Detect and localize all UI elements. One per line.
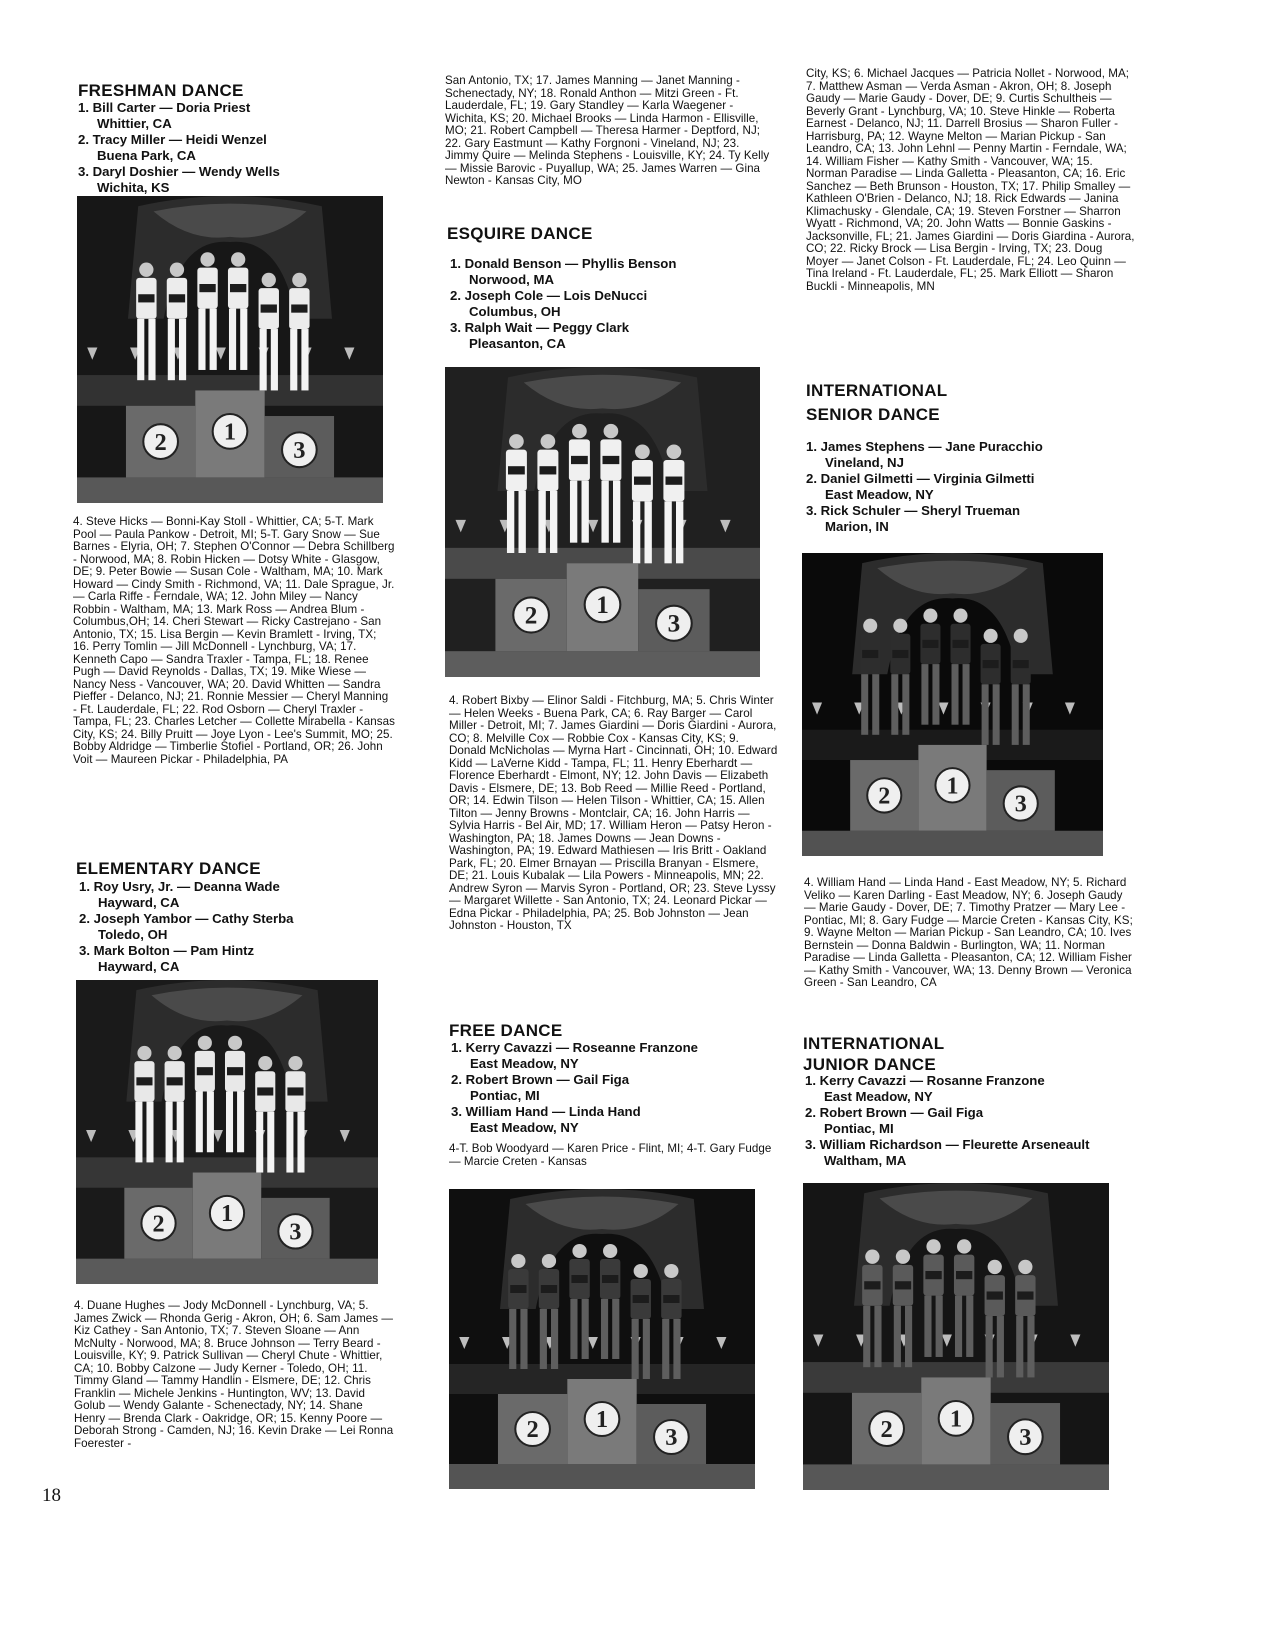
skater-leg bbox=[198, 309, 205, 370]
placing-location: East Meadow, NY bbox=[825, 487, 934, 502]
skater-leg bbox=[538, 491, 545, 553]
photo-illustration bbox=[802, 553, 1103, 856]
intl-senior-podium-photo bbox=[802, 553, 1103, 856]
skater-leg bbox=[168, 319, 175, 380]
skater-leg bbox=[229, 309, 236, 370]
elementary-placings bbox=[79, 879, 379, 975]
skater-head bbox=[541, 434, 556, 448]
skater-leg bbox=[520, 1309, 527, 1369]
intl-junior-podium-photo bbox=[803, 1183, 1109, 1490]
skater-leg bbox=[267, 1112, 274, 1173]
placing-pair: 3. William Richardson — Fleurette Arseneault bbox=[805, 1137, 1090, 1152]
placing-location: Hayward, CA bbox=[98, 895, 180, 910]
skater-head bbox=[228, 1036, 242, 1050]
rink-floor bbox=[803, 1464, 1109, 1490]
skater-leg bbox=[905, 1306, 912, 1367]
trophy-plaque bbox=[167, 1077, 183, 1085]
placing-3 bbox=[451, 1104, 761, 1136]
trophy-plaque bbox=[1017, 1291, 1033, 1299]
skater-leg bbox=[902, 674, 909, 735]
skater-leg bbox=[645, 501, 652, 563]
placing-pair: 1. Roy Usry, Jr. — Deanna Wade bbox=[79, 879, 280, 894]
free-results-continued: City, KS; 6. Michael Jacques — Patricia Nollet - Norwood, MA; 7. Matthew Asman — Verda Asman - Akron, OH; 8. Joseph Gaudy — Marie Gaudy - Dover, DE; 9. Curtis Schultheis — Beverly Grant - Lynchburg, VA; 10. Steve Hinkle — Roberta Earnest - Delanco, NJ; 11. Darrell Brosius — Sharon Fuller - Harrisburg, PA; 12. Wayne Melton — Marian Pickup - San Leandro, CA; 13. John Lehnl — Penny Martin - Ferndale, WA; 14. William Fisher — Kathy Smith - Vancouver, WA; 15. Norman Paradise — Linda Galletta - Pleasanton, CA; 16. Eric Sanchez — Beth Brunson - Houston, TX; 17. Philip Smalley — Kathleen O'Brien - Delanco, NJ; 18. Rick Edwards — Janina Klimachusky - Glendale, CA; 19. Steven Forstner — Sharron Wyatt - Richmond, VA; 20. John Watts — Bonnie Gaskins - Jacksonville, FL; 21. James Giardini — Doris Giardina - Aurora, CO; 22. Ricky Brock — Lisa Bergin - Irving, TX; 23. Doug Moyer — Janet Colson - Ft. Lauderdale, FL; 24. Leo Quinn — Tina Ireland - Ft. Lauderdale, FL; 25. Mark Elliott — Sharon Buckli - Minneapolis, MN bbox=[806, 67, 1135, 293]
skater-leg bbox=[179, 319, 186, 380]
trophy-plaque bbox=[862, 650, 878, 658]
placing-1 bbox=[78, 100, 378, 132]
placing-3 bbox=[78, 164, 378, 196]
placing-pair: 2. Robert Brown — Gail Figa bbox=[805, 1105, 984, 1120]
freshman-placings bbox=[78, 100, 378, 196]
placing-3 bbox=[450, 320, 760, 352]
trophy-plaque bbox=[508, 466, 525, 474]
placing-2 bbox=[806, 471, 1126, 503]
skater-head bbox=[893, 619, 907, 633]
placing-location: Vineland, NJ bbox=[825, 455, 904, 470]
podium-place-number: 1 bbox=[946, 772, 959, 800]
placing-location: Buena Park, CA bbox=[97, 148, 196, 163]
freshman-results: 4. Steve Hicks — Bonni-Kay Stoll - Whittier, CA; 5-T. Mark Pool — Paula Pankow - Detroit, MI; 5-T. Gary Snow — Sue Barnes - Elyria, OH; 7. Stephen O'Connor — Debra Schillberg - Norwood, MA; 8. Robin Hicken — Dotsy White - Glasgow, DE; 9. Peter Bowie — Susan Cole - Waltham, MA; 10. Mark Howard — Cindy Smith - Richmond, VA; 11. Dale Sprague, Jr. — Carla Riffe - Ferndale, WA; 12. John Miley — Nancy Robbin - Waltham, MA; 13. Mark Ross — Andrea Blum - Columbus,OH; 14. Cheri Stewart — Ricky Castrejano - San Antonio, TX; 15. Lisa Bergin — Kevin Bramlett - Irving, TX; 16. Perry Tomlin — Jill McDonnell - Lynchburg, VA; 17. Kenneth Capo — Sandra Traxler - Tampa, FL; 18. Renee Pugh — David Reynolds - Dallas, TX; 19. Mike Wiese — Nancy Ness - Vancouver, WA; 20. David Whitten — Sandra Pieffer - Delanco, NJ; 21. Ronnie Messier — Cheryl Manning - Ft. Lauderdale, FL; 22. Rod Osborn — Cheryl Traxler - Tampa, FL; 23. Charles Letcher — Collette Mirabella - Kansas City, KS; 24. Billy Pruitt — Joye Lyon - Lee's Summit, MO; 25. Bobby Aldridge — Timberlie Stofiel - Portland, OR; 26. John Voit — Maureen Pickar - Philadelphia, PA bbox=[73, 515, 395, 766]
skater-leg bbox=[955, 1296, 962, 1357]
skater-leg bbox=[921, 664, 928, 725]
free-results: 4-T. Bob Woodyard — Karen Price - Flint, MI; 4-T. Gary Fudge — Marcie Creten - Kansas bbox=[449, 1142, 772, 1168]
photo-illustration bbox=[449, 1189, 755, 1489]
skater-head bbox=[137, 1046, 151, 1060]
placing-location: Toledo, OH bbox=[98, 927, 168, 942]
placing-location: Pontiac, MI bbox=[824, 1121, 894, 1136]
skater-leg bbox=[286, 1112, 293, 1173]
skater-leg bbox=[612, 1299, 619, 1359]
skater-leg bbox=[226, 1091, 233, 1152]
placing-3 bbox=[805, 1137, 1135, 1169]
placing-location: Whittier, CA bbox=[97, 116, 172, 131]
skater-head bbox=[139, 263, 153, 277]
skater-leg bbox=[507, 491, 514, 553]
placing-1 bbox=[806, 439, 1126, 471]
skater-leg bbox=[297, 1112, 304, 1173]
photo-illustration bbox=[77, 196, 383, 503]
trophy-plaque bbox=[138, 294, 154, 302]
skater-leg bbox=[260, 329, 267, 390]
podium-place-number: 3 bbox=[667, 610, 681, 638]
skater-leg bbox=[256, 1112, 263, 1173]
podium-place-number: 2 bbox=[154, 428, 167, 456]
skater-leg bbox=[137, 319, 144, 380]
skater-head bbox=[168, 1046, 182, 1060]
trophy-plaque bbox=[983, 660, 999, 668]
podium-place-number: 1 bbox=[596, 592, 609, 619]
placing-2 bbox=[79, 911, 379, 943]
skater-head bbox=[262, 273, 276, 287]
placing-2 bbox=[805, 1105, 1135, 1137]
elementary-podium-photo bbox=[76, 980, 378, 1284]
trophy-plaque bbox=[136, 1077, 152, 1085]
trophy-plaque bbox=[922, 640, 938, 648]
intl-junior-heading-line1: INTERNATIONAL bbox=[803, 1034, 945, 1053]
esquire-placings bbox=[450, 256, 760, 352]
skater-head bbox=[511, 1254, 525, 1268]
skater-leg bbox=[664, 501, 671, 563]
podium-place-number: 3 bbox=[293, 436, 306, 464]
podium-place-number: 2 bbox=[526, 1416, 539, 1443]
placing-pair: 2. Daniel Gilmetti — Virginia Gilmetti bbox=[806, 471, 1035, 486]
skater-leg bbox=[570, 1299, 577, 1359]
podium-place-number: 1 bbox=[220, 1200, 234, 1228]
skater-leg bbox=[601, 481, 608, 543]
trophy-plaque bbox=[663, 1295, 679, 1303]
placing-location: Columbus, OH bbox=[469, 304, 561, 319]
skater-leg bbox=[632, 1319, 639, 1379]
skater-leg bbox=[301, 329, 308, 390]
trophy-plaque bbox=[571, 456, 588, 464]
skater-leg bbox=[540, 1309, 547, 1369]
podium-place-number: 2 bbox=[524, 602, 538, 630]
skater-leg bbox=[662, 1319, 669, 1379]
rink-floor bbox=[449, 1464, 755, 1489]
trophy-plaque bbox=[571, 1275, 587, 1283]
skater-leg bbox=[643, 1319, 650, 1379]
placing-location: Hayward, CA bbox=[98, 959, 180, 974]
intl-junior-heading-line2: JUNIOR DANCE bbox=[803, 1055, 937, 1074]
intl-senior-placings bbox=[806, 439, 1126, 535]
skater-head bbox=[572, 1244, 586, 1258]
skater-head bbox=[231, 252, 245, 266]
placing-1 bbox=[450, 256, 760, 288]
skater-head bbox=[258, 1056, 272, 1070]
skater-head bbox=[664, 1264, 678, 1278]
rink-floor bbox=[77, 477, 383, 503]
freshman-dance-heading: FRESHMAN DANCE bbox=[78, 81, 244, 100]
esquire-dance-heading: ESQUIRE DANCE bbox=[447, 224, 593, 243]
photo-illustration bbox=[445, 367, 760, 677]
placing-pair: 3. Mark Bolton — Pam Hintz bbox=[79, 943, 255, 958]
skater-leg bbox=[1023, 684, 1030, 745]
photo-illustration bbox=[76, 980, 378, 1284]
freshman-podium-photo bbox=[77, 196, 383, 503]
placing-pair: 2. Joseph Cole — Lois DeNucci bbox=[450, 288, 648, 303]
skater-head bbox=[509, 434, 524, 448]
skater-leg bbox=[196, 1091, 203, 1152]
skater-leg bbox=[237, 1091, 244, 1152]
skater-leg bbox=[673, 1319, 680, 1379]
skater-head bbox=[667, 445, 682, 459]
skater-leg bbox=[891, 674, 898, 735]
rink-floor bbox=[76, 1259, 378, 1284]
podium-place-number: 3 bbox=[289, 1218, 302, 1246]
placing-location: Pleasanton, CA bbox=[469, 336, 566, 351]
podium-place-number: 2 bbox=[152, 1210, 165, 1238]
trophy-plaque bbox=[602, 1275, 618, 1283]
placing-location: East Meadow, NY bbox=[470, 1056, 579, 1071]
rink-floor bbox=[802, 831, 1103, 856]
skater-head bbox=[200, 252, 214, 266]
skater-leg bbox=[966, 1296, 973, 1357]
trophy-plaque bbox=[257, 1087, 273, 1095]
trophy-plaque bbox=[953, 640, 969, 648]
placing-3 bbox=[806, 503, 1126, 535]
skater-leg bbox=[290, 329, 297, 390]
trophy-plaque bbox=[510, 1285, 526, 1293]
podium-place-number: 1 bbox=[595, 1406, 609, 1433]
skater-head bbox=[542, 1254, 556, 1268]
skater-leg bbox=[570, 481, 577, 543]
trophy-plaque bbox=[287, 1087, 303, 1095]
placing-location: Wichita, KS bbox=[97, 180, 170, 195]
placing-3 bbox=[79, 943, 379, 975]
trophy-plaque bbox=[987, 1291, 1003, 1299]
free-dance-heading: FREE DANCE bbox=[449, 1021, 563, 1040]
placing-pair: 2. Joseph Yambor — Cathy Sterba bbox=[79, 911, 294, 926]
trophy-plaque bbox=[892, 650, 908, 658]
skater-leg bbox=[986, 1316, 993, 1377]
placing-pair: 3. Rick Schuler — Sheryl Trueman bbox=[806, 503, 1021, 518]
skater-leg bbox=[982, 684, 989, 745]
skater-leg bbox=[993, 684, 1000, 745]
trophy-plaque bbox=[199, 284, 215, 292]
skater-leg bbox=[932, 664, 939, 725]
placing-location: Marion, IN bbox=[825, 519, 889, 534]
placing-1 bbox=[79, 879, 379, 911]
skater-head bbox=[635, 445, 650, 459]
skater-leg bbox=[582, 481, 589, 543]
trophy-plaque bbox=[541, 1285, 557, 1293]
skater-head bbox=[984, 629, 998, 643]
skater-head bbox=[954, 609, 968, 623]
elementary-dance-heading: ELEMENTARY DANCE bbox=[76, 859, 261, 878]
skater-leg bbox=[551, 1309, 558, 1369]
elementary-results-continued: San Antonio, TX; 17. James Manning — Janet Manning - Schenectady, NY; 18. Ronald Anthon — Mitzi Green - Ft. Lauderdale, FL; 19. Gary Standley — Karla Waegener - Wichita, KS; 20. Michael Brooks — Linda Harmon - Ellisville, MO; 21. Robert Campbell — Theresa Harmer - Deptford, NJ; 22. Gary Eastmunt — Kathy Forgnoni - Vineland, NJ; 23. Jimmy Quire — Melinda Stephens - Louisville, KY; 24. Ty Kelly — Missie Barovic - Puyallup, WA; 25. James Warren — Gina Newton - Kansas City, MO bbox=[445, 74, 770, 187]
placing-pair: 3. Ralph Wait — Peggy Clark bbox=[450, 320, 630, 335]
skater-leg bbox=[676, 501, 683, 563]
esquire-results: 4. Robert Bixby — Elinor Saldi - Fitchburg, MA; 5. Chris Winter — Helen Weeks - Buena Park, CA; 6. Ray Barger — Carol Miller - Detroit, MI; 7. James Giardini — Doris Giardini - Aurora, CO; 8. Melville Cox — Robbie Cox - Kansas City, KS; 9. Donald McNicholas — Myrna Hart - Cincinnati, OH; 10. Edward Kidd — LaVerne Kidd - Tampa, FL; 11. Henry Eberhardt — Florence Eberhardt - Elmont, NY; 12. John Davis — Elizabeth Davis - Elsmere, DE; 13. Bob Reed — Millie Reed - Portland, OR; 14. Edwin Tilson — Helen Tilson - Whittier, CA; 15. Allen Tilton — Jenny Browns - Montclair, CA; 16. John Harris — Sylvia Harris - Bel Air, MD; 17. William Heron — Patsy Heron - Washington, PA; 18. James Downs — Jean Downs - Washington, PA; 19. Edward Mathiesen — Iris Britt - Oakland Park, FL; 20. Elmer Brnayan — Priscilla Branyan - Elsmere, DE; 21. Louis Kubalak — Lila Powers - Minneapolis, MN; 22. Andrew Syron — Marvis Syron - Portland, OR; 23. Steve Lyssy — Margaret Willette - San Antonio, TX; 24. Leonard Pickar — Edna Pickar - Philadelphia, PA; 25. Bob Johnston — Jean Johnston - Houston, TX bbox=[449, 694, 778, 932]
placing-pair: 1. Kerry Cavazzi — Rosanne Franzone bbox=[805, 1073, 1045, 1088]
placing-location: Waltham, MA bbox=[824, 1153, 907, 1168]
skater-leg bbox=[210, 309, 217, 370]
free-placings bbox=[451, 1040, 761, 1136]
podium-place-number: 3 bbox=[1019, 1423, 1032, 1451]
skater-leg bbox=[613, 481, 620, 543]
skater-head bbox=[896, 1250, 910, 1264]
placing-2 bbox=[450, 288, 760, 320]
skater-leg bbox=[135, 1102, 142, 1163]
skater-leg bbox=[146, 1102, 153, 1163]
placing-1 bbox=[451, 1040, 761, 1072]
skater-leg bbox=[1016, 1316, 1023, 1377]
podium-place-number: 3 bbox=[665, 1424, 678, 1451]
placing-pair: 1. Donald Benson — Phyllis Benson bbox=[450, 256, 677, 271]
skater-head bbox=[863, 619, 877, 633]
skater-leg bbox=[240, 309, 247, 370]
skater-leg bbox=[1027, 1316, 1034, 1377]
placing-location: East Meadow, NY bbox=[824, 1089, 933, 1104]
page-number: 18 bbox=[42, 1485, 61, 1506]
trophy-plaque bbox=[261, 304, 277, 312]
intl-senior-results: 4. William Hand — Linda Hand - East Meadow, NY; 5. Richard Veliko — Karen Darling - East Meadow, NY; 6. Joseph Gaudy — Marie Gaudy - Dover, DE; 7. Timothy Pratzer — Mary Lee - Pontiac, MI; 8. Gary Fudge — Marcie Creten - Kansas City, KS; 9. Wayne Melton — Marian Pickup - San Leandro, CA; 10. Ives Bernstein — Donna Baldwin - Burlington, WA; 11. Norman Paradise — Linda Galletta - Pleasanton, CA; 12. William Fisher — Kathy Smith - Vancouver, WA; 13. Denny Brown — Veronica Green - San Leandro, CA bbox=[804, 876, 1133, 989]
trophy-plaque bbox=[633, 1295, 649, 1303]
skater-leg bbox=[963, 664, 970, 725]
trophy-plaque bbox=[666, 477, 683, 485]
trophy-plaque bbox=[197, 1067, 213, 1075]
placing-2 bbox=[451, 1072, 761, 1104]
placing-1 bbox=[805, 1073, 1135, 1105]
skater-leg bbox=[519, 491, 526, 553]
placing-pair: 1. Kerry Cavazzi — Roseanne Franzone bbox=[451, 1040, 698, 1055]
photo-illustration bbox=[803, 1183, 1109, 1490]
trophy-plaque bbox=[895, 1281, 911, 1289]
skater-head bbox=[604, 424, 619, 438]
intl-senior-heading-line1: INTERNATIONAL bbox=[806, 381, 948, 400]
placing-pair: 1. Bill Carter — Doria Priest bbox=[78, 100, 251, 115]
skater-leg bbox=[509, 1309, 516, 1369]
podium-place-number: 1 bbox=[949, 1405, 963, 1433]
skater-leg bbox=[894, 1306, 901, 1367]
skater-leg bbox=[872, 674, 879, 735]
skater-head bbox=[288, 1056, 302, 1070]
skater-leg bbox=[861, 674, 868, 735]
skater-leg bbox=[936, 1296, 943, 1357]
skater-leg bbox=[271, 329, 278, 390]
skater-head bbox=[926, 1239, 940, 1253]
placing-pair: 1. James Stephens — Jane Puracchio bbox=[806, 439, 1043, 454]
trophy-plaque bbox=[956, 1271, 972, 1279]
skater-leg bbox=[207, 1091, 214, 1152]
skater-head bbox=[572, 424, 587, 438]
trophy-plaque bbox=[603, 456, 620, 464]
trophy-plaque bbox=[634, 477, 651, 485]
placing-location: Norwood, MA bbox=[469, 272, 554, 287]
placing-location: East Meadow, NY bbox=[470, 1120, 579, 1135]
podium-place-number: 1 bbox=[223, 418, 237, 446]
placing-2 bbox=[78, 132, 378, 164]
skater-head bbox=[292, 273, 306, 287]
skater-head bbox=[634, 1264, 648, 1278]
skater-head bbox=[865, 1250, 879, 1264]
skater-head bbox=[1014, 629, 1028, 643]
skater-leg bbox=[166, 1102, 173, 1163]
elementary-results: 4. Duane Hughes — Jody McDonnell - Lynchburg, VA; 5. James Zwick — Rhonda Gerig - Akron, OH; 6. Sam James — Kiz Cathey - San Antonio, TX; 7. Steven Sloane — Ann McNulty - Norwood, MA; 8. Bruce Johnson — Terry Beard - Louisville, KY; 9. Patrick Sullivan — Cheryl Chute - Whittier, CA; 10. Bobby Calzone — Judy Kerner - Toledo, OH; 11. Timmy Gland — Tammy Handlin - Elsmere, DE; 12. Chris Franklin — Michele Jenkins - Huntington, WV; 13. David Golub — Wendy Galante - Schenectady, NY; 14. Shane Henry — Brenda Clark - Oakridge, OR; 15. Kenny Poore — Deborah Strong - Camden, NJ; 16. Kevin Drake — Lei Ronna Foerester - bbox=[74, 1299, 394, 1450]
trophy-plaque bbox=[925, 1271, 941, 1279]
podium-place-number: 2 bbox=[880, 1415, 893, 1443]
skater-head bbox=[603, 1244, 617, 1258]
skater-head bbox=[988, 1260, 1002, 1274]
skater-leg bbox=[863, 1306, 870, 1367]
skater-leg bbox=[997, 1316, 1004, 1377]
skater-leg bbox=[1012, 684, 1019, 745]
skater-head bbox=[198, 1036, 212, 1050]
trophy-plaque bbox=[169, 294, 185, 302]
skater-leg bbox=[148, 319, 155, 380]
skater-leg bbox=[951, 664, 958, 725]
trophy-plaque bbox=[864, 1281, 880, 1289]
skater-head bbox=[923, 609, 937, 623]
trophy-plaque bbox=[227, 1067, 243, 1075]
placing-location: Pontiac, MI bbox=[470, 1088, 540, 1103]
free-podium-photo bbox=[449, 1189, 755, 1489]
placing-pair: 3. Daryl Doshier — Wendy Wells bbox=[78, 164, 280, 179]
trophy-plaque bbox=[540, 466, 557, 474]
placing-pair: 2. Tracy Miller — Heidi Wenzel bbox=[78, 132, 267, 147]
trophy-plaque bbox=[1013, 660, 1029, 668]
skater-leg bbox=[177, 1102, 184, 1163]
skater-leg bbox=[582, 1299, 589, 1359]
skater-leg bbox=[550, 491, 557, 553]
esquire-podium-photo bbox=[445, 367, 760, 677]
intl-junior-placings bbox=[805, 1073, 1135, 1169]
skater-head bbox=[170, 263, 184, 277]
rink-floor bbox=[445, 651, 760, 677]
skater-head bbox=[1018, 1260, 1032, 1274]
skater-leg bbox=[601, 1299, 608, 1359]
skater-leg bbox=[874, 1306, 881, 1367]
podium-place-number: 3 bbox=[1014, 790, 1027, 818]
intl-senior-heading-line2: SENIOR DANCE bbox=[806, 405, 940, 424]
placing-pair: 2. Robert Brown — Gail Figa bbox=[451, 1072, 630, 1087]
podium-place-number: 2 bbox=[878, 782, 891, 810]
placing-pair: 3. William Hand — Linda Hand bbox=[451, 1104, 641, 1119]
skater-leg bbox=[924, 1296, 931, 1357]
trophy-plaque bbox=[230, 284, 246, 292]
trophy-plaque bbox=[291, 304, 307, 312]
skater-head bbox=[957, 1239, 971, 1253]
skater-leg bbox=[633, 501, 640, 563]
